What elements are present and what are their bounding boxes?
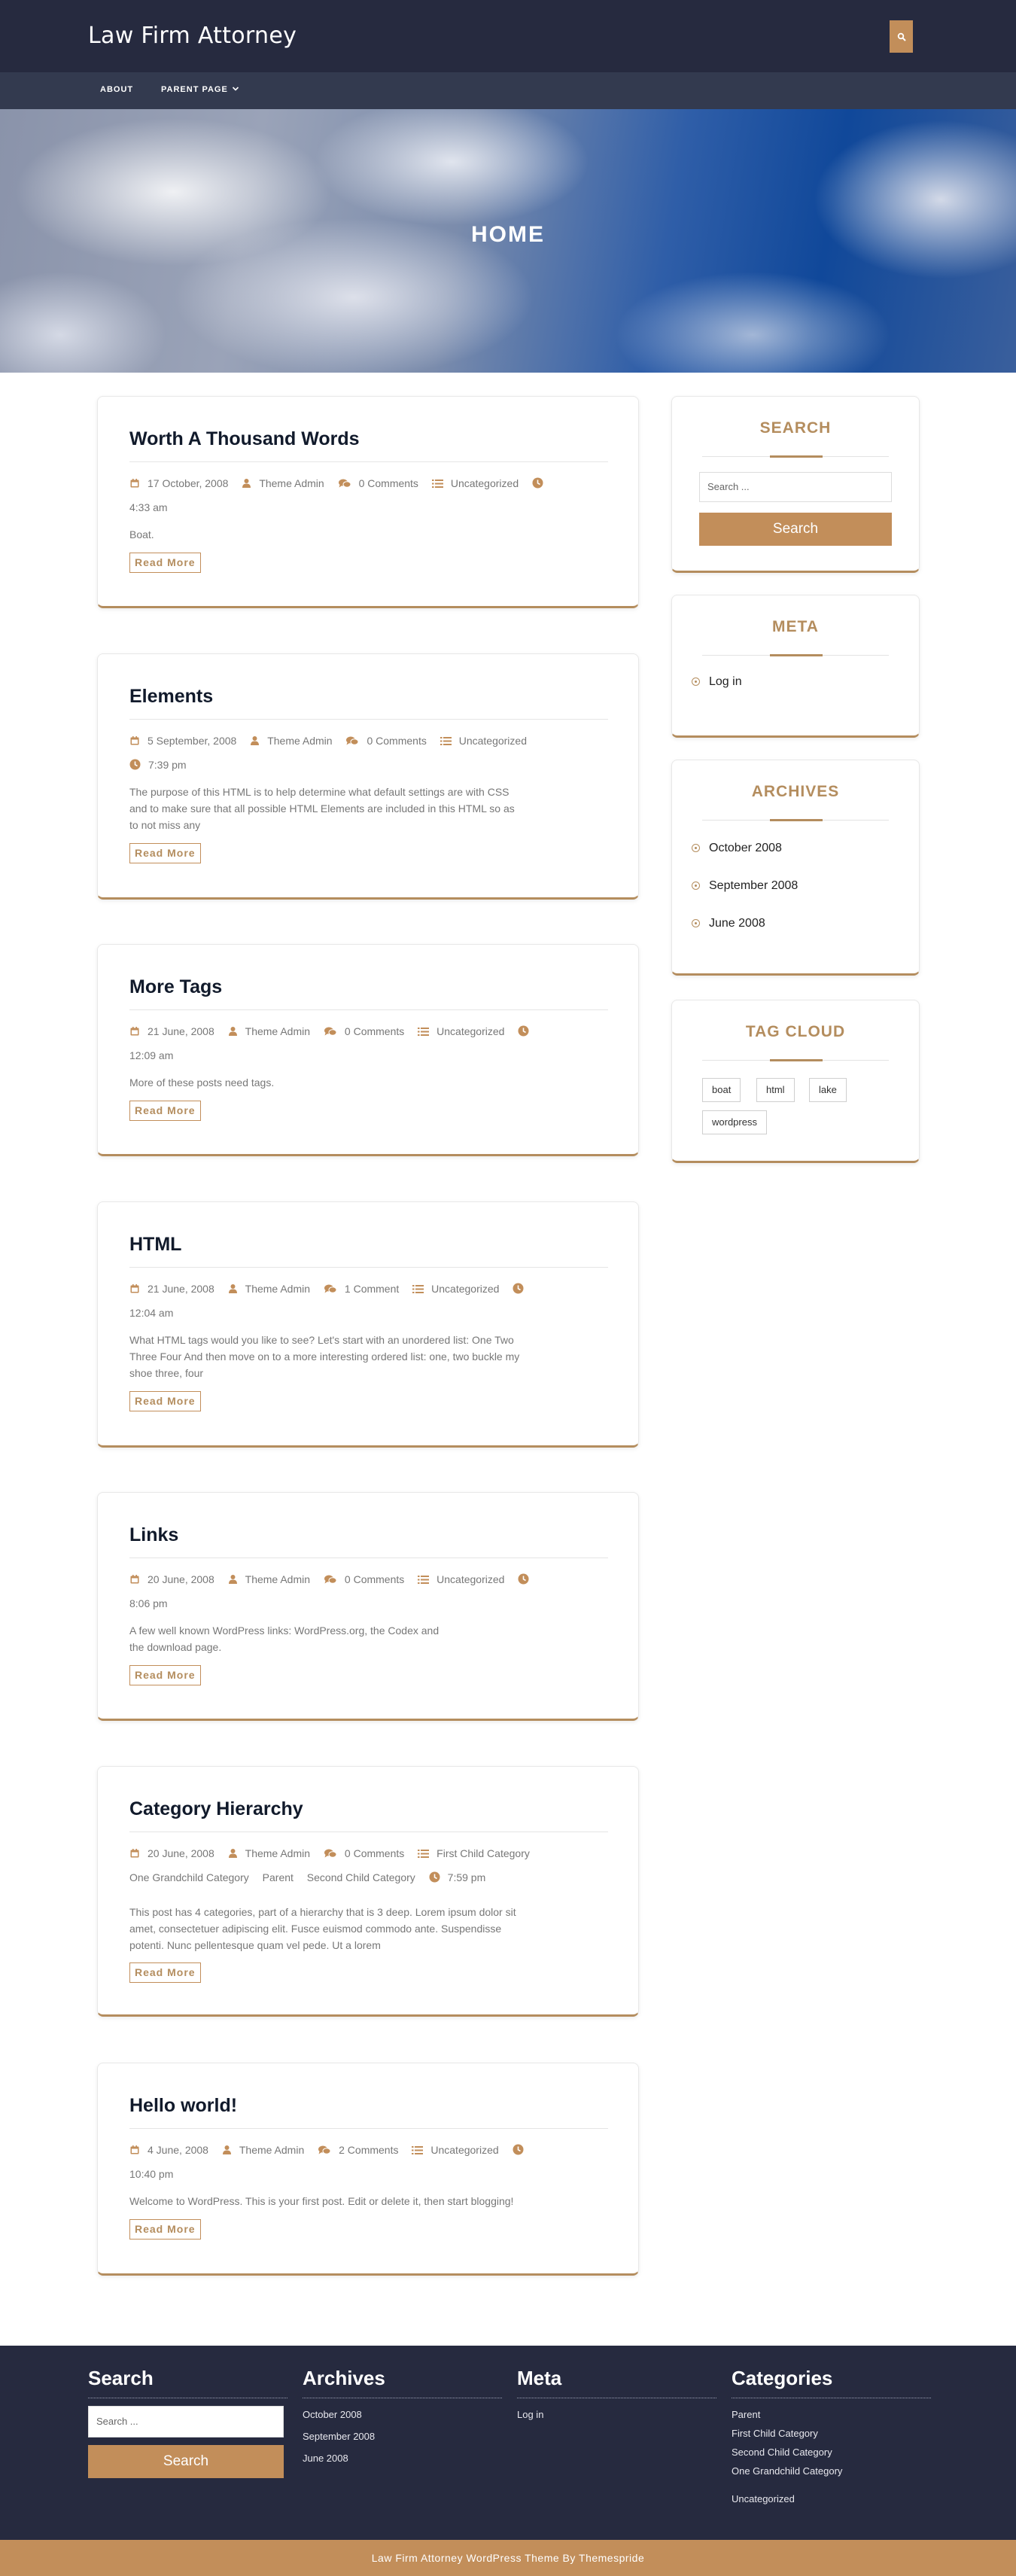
post-meta — [129, 1020, 611, 1067]
footer-search-button[interactable]: Search — [88, 2445, 284, 2478]
footer-categories — [732, 2367, 931, 2504]
calendar-icon — [129, 1279, 140, 1302]
post-time: 4:33 am — [129, 501, 168, 513]
archive-link[interactable] — [692, 842, 782, 855]
search-toggle-button[interactable] — [890, 20, 913, 53]
widget-title: TAG CLOUD — [745, 1023, 846, 1040]
link-label: October 2008 — [709, 842, 782, 854]
tag-cloud-widget — [671, 1000, 920, 1163]
nav-item-label: PARENT PAGE — [161, 85, 228, 94]
footer-heading: Categories — [732, 2367, 833, 2389]
user-icon — [228, 1022, 238, 1044]
post-category[interactable]: Uncategorized — [430, 2144, 499, 2156]
post-title[interactable]: Elements — [129, 686, 214, 707]
post-comments[interactable]: 0 Comments — [358, 477, 418, 489]
divider — [129, 461, 608, 462]
post-date[interactable]: 5 September, 2008 — [148, 735, 237, 747]
nav-item-about[interactable]: ABOUT — [100, 85, 134, 94]
bullet-icon — [692, 919, 700, 927]
post-comments[interactable]: 0 Comments — [344, 1847, 405, 1859]
list-icon — [412, 2140, 423, 2163]
chevron-down-icon — [232, 86, 239, 92]
bullet-icon — [692, 677, 700, 686]
post-title[interactable]: Hello world! — [129, 2095, 238, 2116]
hero-banner — [0, 109, 1016, 373]
site-title[interactable]: Law Firm Attorney — [88, 23, 297, 49]
comments-icon — [345, 731, 359, 754]
meta-widget — [671, 595, 920, 738]
footer-meta — [517, 2367, 716, 2420]
tag-html[interactable]: html — [756, 1078, 795, 1102]
post-excerpt: What HTML tags would you like to see? Let's start with an unordered list: One Two Three Four And then move on to a more interesting ordered list: one, two buckle my shoe three, four — [129, 1334, 520, 1379]
post-time: 12:09 am — [129, 1049, 174, 1061]
tag-wordpress[interactable]: wordpress — [702, 1110, 767, 1134]
post-card — [97, 396, 639, 608]
search-icon — [897, 32, 906, 41]
post-meta — [129, 1277, 611, 1324]
divider — [129, 2128, 608, 2129]
post-author[interactable]: Theme Admin — [245, 1847, 311, 1859]
footer-search — [88, 2367, 287, 2478]
user-icon — [228, 1570, 238, 1592]
title-underline — [770, 654, 823, 656]
clock-icon — [429, 1868, 440, 1890]
post-card — [97, 1492, 639, 1721]
post-title[interactable]: Category Hierarchy — [129, 1798, 303, 1819]
main-nav — [0, 72, 1016, 109]
widget-title: SEARCH — [759, 419, 832, 437]
clock-icon — [518, 1022, 529, 1044]
copyright-bar — [0, 2540, 1016, 2576]
archive-link[interactable] — [692, 917, 765, 930]
read-more-button[interactable]: Read More — [129, 1391, 201, 1411]
post-meta — [129, 1568, 611, 1615]
comments-icon — [318, 2140, 331, 2163]
site-footer — [0, 2346, 1016, 2540]
read-more-button[interactable]: Read More — [129, 553, 201, 573]
post-date[interactable]: 17 October, 2008 — [148, 477, 229, 489]
post-meta — [129, 729, 611, 778]
footer-archives — [303, 2367, 502, 2464]
post-date[interactable]: 21 June, 2008 — [148, 1025, 214, 1037]
comments-icon — [324, 1279, 337, 1302]
widget-title: META — [772, 618, 819, 635]
post-card — [97, 653, 639, 900]
copyright-text[interactable]: Law Firm Attorney WordPress Theme By Themespride — [371, 2552, 645, 2564]
link-label: September 2008 — [709, 879, 799, 892]
title-underline — [770, 1059, 823, 1061]
footer-category-link[interactable]: First Child Category — [732, 2428, 818, 2439]
post-category[interactable]: Uncategorized — [450, 477, 519, 489]
clock-icon — [513, 1279, 524, 1302]
post-meta — [129, 2139, 611, 2185]
search-widget — [671, 396, 920, 573]
post-title[interactable]: More Tags — [129, 976, 223, 997]
divider — [129, 1267, 608, 1268]
tag-boat[interactable]: boat — [702, 1078, 741, 1102]
read-more-button[interactable]: Read More — [129, 1665, 201, 1685]
link-label: June 2008 — [709, 917, 765, 930]
post-category[interactable]: Second Child Category — [306, 1871, 415, 1883]
post-category[interactable]: Uncategorized — [437, 1573, 505, 1585]
post-author[interactable]: Theme Admin — [259, 477, 324, 489]
widget-title: ARCHIVES — [751, 783, 840, 800]
calendar-icon — [129, 731, 140, 754]
user-icon — [222, 2140, 232, 2163]
footer-archive-link[interactable]: June 2008 — [303, 2453, 348, 2464]
post-category[interactable]: One Grandchild Category — [129, 1871, 249, 1883]
list-icon — [418, 1570, 429, 1592]
archives-widget — [671, 760, 920, 976]
post-card — [97, 2063, 639, 2276]
read-more-button[interactable]: Read More — [129, 843, 201, 863]
user-icon — [228, 1844, 238, 1866]
hero-title: HOME — [471, 222, 545, 247]
footer-search-input[interactable]: Search ... — [88, 2406, 284, 2437]
post-time: 8:06 pm — [129, 1597, 168, 1609]
post-comments[interactable]: 1 Comment — [344, 1283, 400, 1295]
calendar-icon — [129, 2140, 140, 2163]
calendar-icon — [129, 473, 140, 496]
list-icon — [418, 1022, 429, 1044]
comments-icon — [338, 473, 351, 496]
post-excerpt: The purpose of this HTML is to help determine what default settings are with CSS and to make sure that all possible HTML Elements are included in this HTML so as to not miss any — [129, 786, 515, 831]
meta-link-login[interactable] — [692, 675, 742, 689]
list-icon — [412, 1279, 424, 1302]
tag-lake[interactable]: lake — [809, 1078, 847, 1102]
clock-icon — [518, 1570, 529, 1592]
post-excerpt: Welcome to WordPress. This is your first post. Edit or delete it, then start blogging! — [129, 2195, 514, 2207]
post-meta — [129, 1842, 611, 1890]
post-category[interactable]: Uncategorized — [458, 735, 527, 747]
user-icon — [250, 731, 260, 754]
post-title[interactable]: Worth A Thousand Words — [129, 428, 360, 449]
clock-icon — [532, 473, 543, 496]
link-label: Log in — [709, 675, 742, 688]
calendar-icon — [129, 1844, 140, 1866]
post-category[interactable]: Uncategorized — [431, 1283, 500, 1295]
bullet-icon — [692, 844, 700, 852]
post-comments[interactable]: 0 Comments — [344, 1573, 405, 1585]
post-author[interactable]: Theme Admin — [245, 1025, 311, 1037]
archive-link[interactable] — [692, 879, 798, 893]
post-date[interactable]: 21 June, 2008 — [148, 1283, 214, 1295]
post-date[interactable]: 4 June, 2008 — [148, 2144, 208, 2156]
bullet-icon — [692, 882, 700, 890]
footer-heading: Archives — [303, 2367, 385, 2389]
title-underline — [770, 455, 823, 458]
post-author[interactable]: Theme Admin — [267, 735, 333, 747]
title-underline — [770, 819, 823, 821]
footer-category-link[interactable]: Second Child Category — [732, 2447, 832, 2458]
post-category[interactable]: Parent — [262, 1871, 294, 1883]
divider — [129, 719, 608, 720]
footer-category-link[interactable]: One Grandchild Category — [732, 2465, 843, 2477]
clock-icon — [513, 2140, 524, 2163]
post-comments[interactable]: 2 Comments — [339, 2144, 399, 2156]
post-meta — [129, 472, 611, 519]
post-category[interactable]: Uncategorized — [437, 1025, 505, 1037]
footer-meta-link[interactable]: Log in — [517, 2409, 544, 2420]
post-excerpt: A few well known WordPress links: WordPress.org, the Codex and the download page. — [129, 1624, 440, 1653]
comments-icon — [324, 1022, 337, 1044]
post-category[interactable]: First Child Category — [437, 1847, 530, 1859]
post-comments[interactable]: 0 Comments — [344, 1025, 405, 1037]
post-time: 7:59 pm — [447, 1871, 486, 1883]
search-input[interactable]: Search ... — [699, 472, 892, 502]
nav-item-parent-page[interactable] — [161, 85, 239, 94]
post-card — [97, 1766, 639, 2017]
calendar-icon — [129, 1570, 140, 1592]
post-date[interactable]: 20 June, 2008 — [148, 1847, 214, 1859]
comments-icon — [324, 1844, 337, 1866]
calendar-icon — [129, 1022, 140, 1044]
clock-icon — [129, 755, 141, 778]
post-excerpt: This post has 4 categories, part of a hierarchy that is 3 deep. Lorem ipsum dolor sit amet, consectetuer adipiscing elit. Fusce euismod commodo ante. Suspendisse potenti. Nunc pellentesque quam vel pede. Ut a lorem — [129, 1906, 516, 1951]
post-time: 7:39 pm — [148, 759, 187, 771]
search-button[interactable]: Search — [699, 513, 892, 546]
post-author[interactable]: Theme Admin — [245, 1573, 311, 1585]
read-more-button[interactable]: Read More — [129, 2219, 201, 2240]
list-icon — [440, 731, 452, 754]
comments-icon — [324, 1570, 337, 1592]
list-icon — [432, 473, 443, 496]
post-time: 12:04 am — [129, 1307, 174, 1319]
list-icon — [418, 1844, 429, 1866]
footer-category-link[interactable]: Parent — [732, 2409, 761, 2420]
read-more-button[interactable]: Read More — [129, 1962, 201, 1983]
post-title[interactable]: HTML — [129, 1234, 182, 1255]
site-header — [0, 0, 1016, 72]
footer-archive-link[interactable]: October 2008 — [303, 2409, 362, 2420]
footer-archive-link[interactable]: September 2008 — [303, 2431, 376, 2442]
user-icon — [228, 1279, 238, 1302]
post-comments[interactable]: 0 Comments — [367, 735, 427, 747]
post-author[interactable]: Theme Admin — [245, 1283, 311, 1295]
post-excerpt: Boat. — [129, 528, 154, 540]
divider — [129, 1557, 608, 1558]
post-author[interactable]: Theme Admin — [239, 2144, 305, 2156]
post-excerpt: More of these posts need tags. — [129, 1076, 275, 1089]
post-time: 10:40 pm — [129, 2168, 174, 2180]
footer-heading: Meta — [517, 2367, 562, 2389]
user-icon — [242, 473, 251, 496]
post-card — [97, 1201, 639, 1448]
post-card — [97, 944, 639, 1156]
footer-category-link[interactable]: Uncategorized — [732, 2493, 795, 2504]
footer-heading: Search — [88, 2367, 154, 2389]
divider — [129, 1009, 608, 1010]
post-title[interactable]: Links — [129, 1524, 179, 1545]
read-more-button[interactable]: Read More — [129, 1101, 201, 1121]
post-date[interactable]: 20 June, 2008 — [148, 1573, 214, 1585]
